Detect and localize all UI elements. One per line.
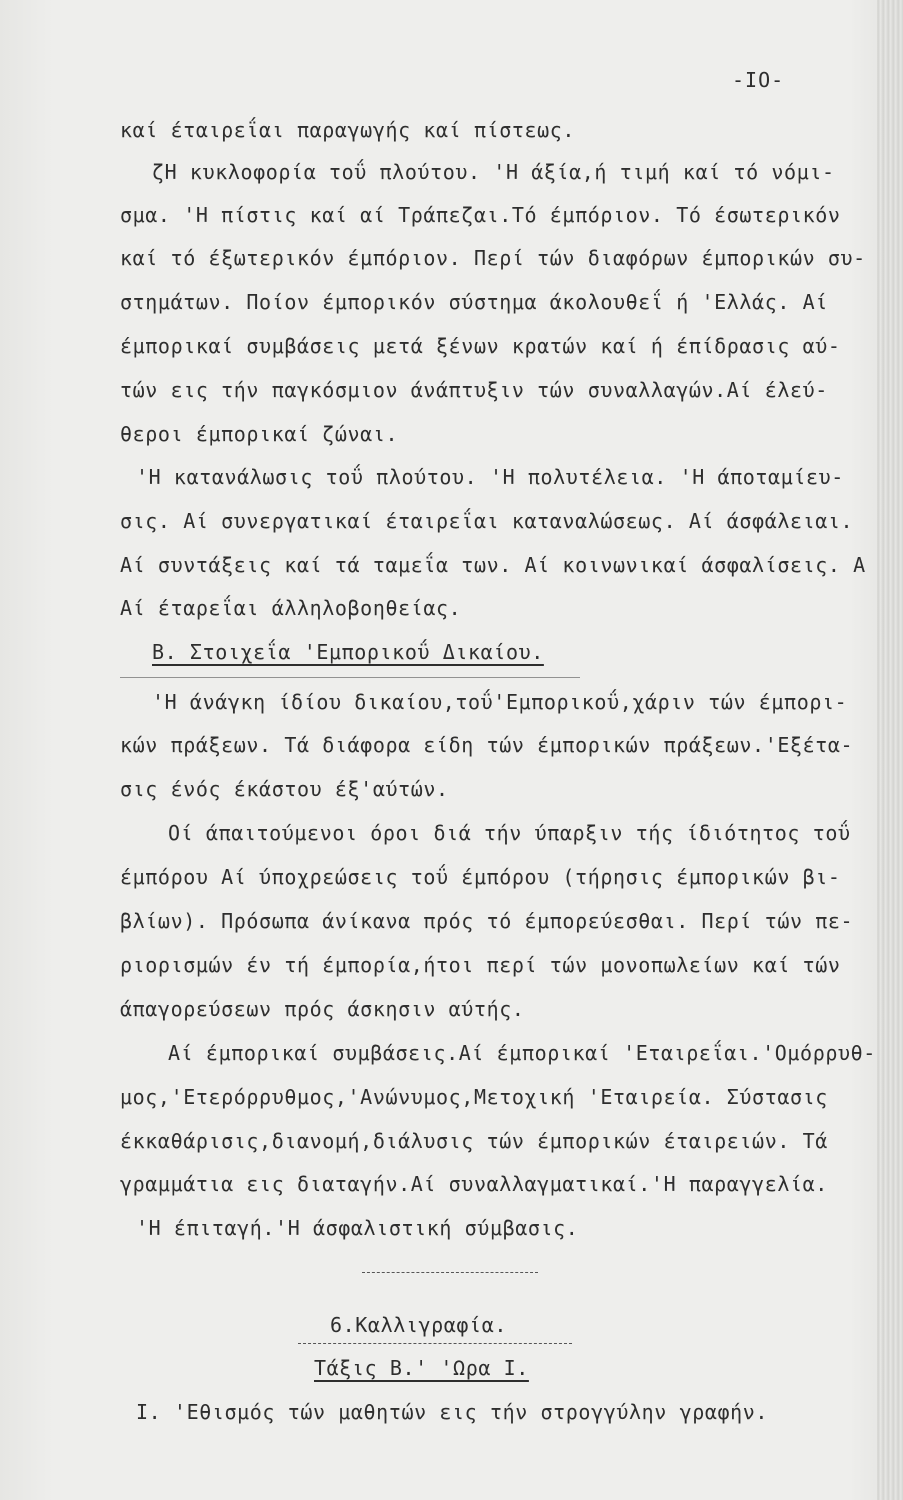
text-line: θεροι έμπορικαί ζώναι. <box>120 422 399 446</box>
page-binding-edge <box>877 0 903 1500</box>
text-line: έμπορικαί συμβάσεις μετά ξένων κρατών καί ή έπίδρασις αύ- <box>120 334 841 358</box>
text-line: σις. Αί συνεργατικαί έταιρεΐαι καταναλώσεως. Αί άσφάλειαι. <box>120 509 854 533</box>
text-line: ζΗ κυκλοφορία τοΰ πλούτου. 'Η άξία,ή τιμή καί τό νόμι- <box>152 160 835 184</box>
text-line: έμπόρου Αί ύποχρεώσεις τοΰ έμπόρου (τήρησις έμπορικών βι- <box>120 865 841 889</box>
text-line: Αί έμπορικαί συμβάσεις.Αί έμπορικαί 'Εταιρεΐαι.'Ομόρρυθ- <box>168 1041 876 1065</box>
text-line: σις ένός έκάστου έξ'αύτών. <box>120 777 449 801</box>
text-line: τών εις τήν παγκόσμιον άνάπτυξιν τών συναλλαγών.Αί έλεύ- <box>120 378 828 402</box>
text-line: Αί συντάξεις καί τά ταμεΐα των. Αί κοινωνικαί άσφαλίσεις. Α <box>120 553 866 577</box>
section-heading-commercial-law: Β. Στοιχεΐα 'Εμπορικοΰ Δικαίου. <box>152 640 544 664</box>
text-line: σμα. 'Η πίστις καί αί Τράπεζαι.Τό έμπόριον. Τό έσωτερικόν <box>120 203 841 227</box>
text-line: Αί έταρεΐαι άλληλοβοηθείας. <box>120 596 462 620</box>
class-hour-heading: Τάξις Β.' 'Ωρα Ι. <box>314 1356 529 1380</box>
text-line: 'Η έπιταγή.'Η άσφαλιστική σύμβασις. <box>136 1216 579 1240</box>
text-line: καί έταιρεΐαι παραγωγής καί πίστεως. <box>120 118 576 142</box>
page-number: -IO- <box>732 68 785 92</box>
text-line: βλίων). Πρόσωπα άνίκανα πρός τό έμπορεύεσθαι. Περί τών πε- <box>120 909 854 933</box>
text-line: στημάτων. Ποίον έμπορικόν σύστημα άκολουθεΐ ή 'Ελλάς. Αί <box>120 290 828 314</box>
text-line: ριορισμών έν τή έμπορία,ήτοι περί τών μονοπωλείων καί τών <box>120 953 841 977</box>
heading-underline <box>120 677 580 678</box>
section-heading-calligraphy: 6.Καλλιγραφία. <box>330 1313 507 1337</box>
text-line: κών πράξεων. Τά διάφορα είδη τών έμπορικών πράξεων.'Εξέτα- <box>120 733 854 757</box>
text-line: 'Η άνάγκη ίδίου δικαίου,τοΰ'Εμπορικοΰ,χάριν τών έμπορι- <box>152 690 848 714</box>
text-line: μος,'Ετερόρρυθμος,'Ανώνυμος,Μετοχική 'Εταιρεία. Σύστασις <box>120 1085 828 1109</box>
text-line: Οί άπαιτούμενοι όροι διά τήν ύπαρξιν τής ίδιότητος τοΰ <box>168 821 851 845</box>
separator-rule <box>362 1272 538 1273</box>
text-line: γραμμάτια εις διαταγήν.Αί συναλλαγματικαί.'Η παραγγελία. <box>120 1172 828 1196</box>
text-line: 'Η κατανάλωσις τοΰ πλούτου. 'Η πολυτέλεια. 'Η άποταμίευ- <box>136 465 844 489</box>
text-line: Ι. 'Εθισμός τών μαθητών εις τήν στρογγύλην γραφήν. <box>136 1400 769 1424</box>
text-line: άπαγορεύσεων πρός άσκησιν αύτής. <box>120 997 525 1021</box>
text-line: καί τό έξωτερικόν έμπόριον. Περί τών διαφόρων έμπορικών συ- <box>120 246 866 270</box>
text-line: έκκαθάρισις,διανομή,διάλυσις τών έμπορικών έταιρειών. Τά <box>120 1129 828 1153</box>
heading-underline <box>298 1343 572 1344</box>
